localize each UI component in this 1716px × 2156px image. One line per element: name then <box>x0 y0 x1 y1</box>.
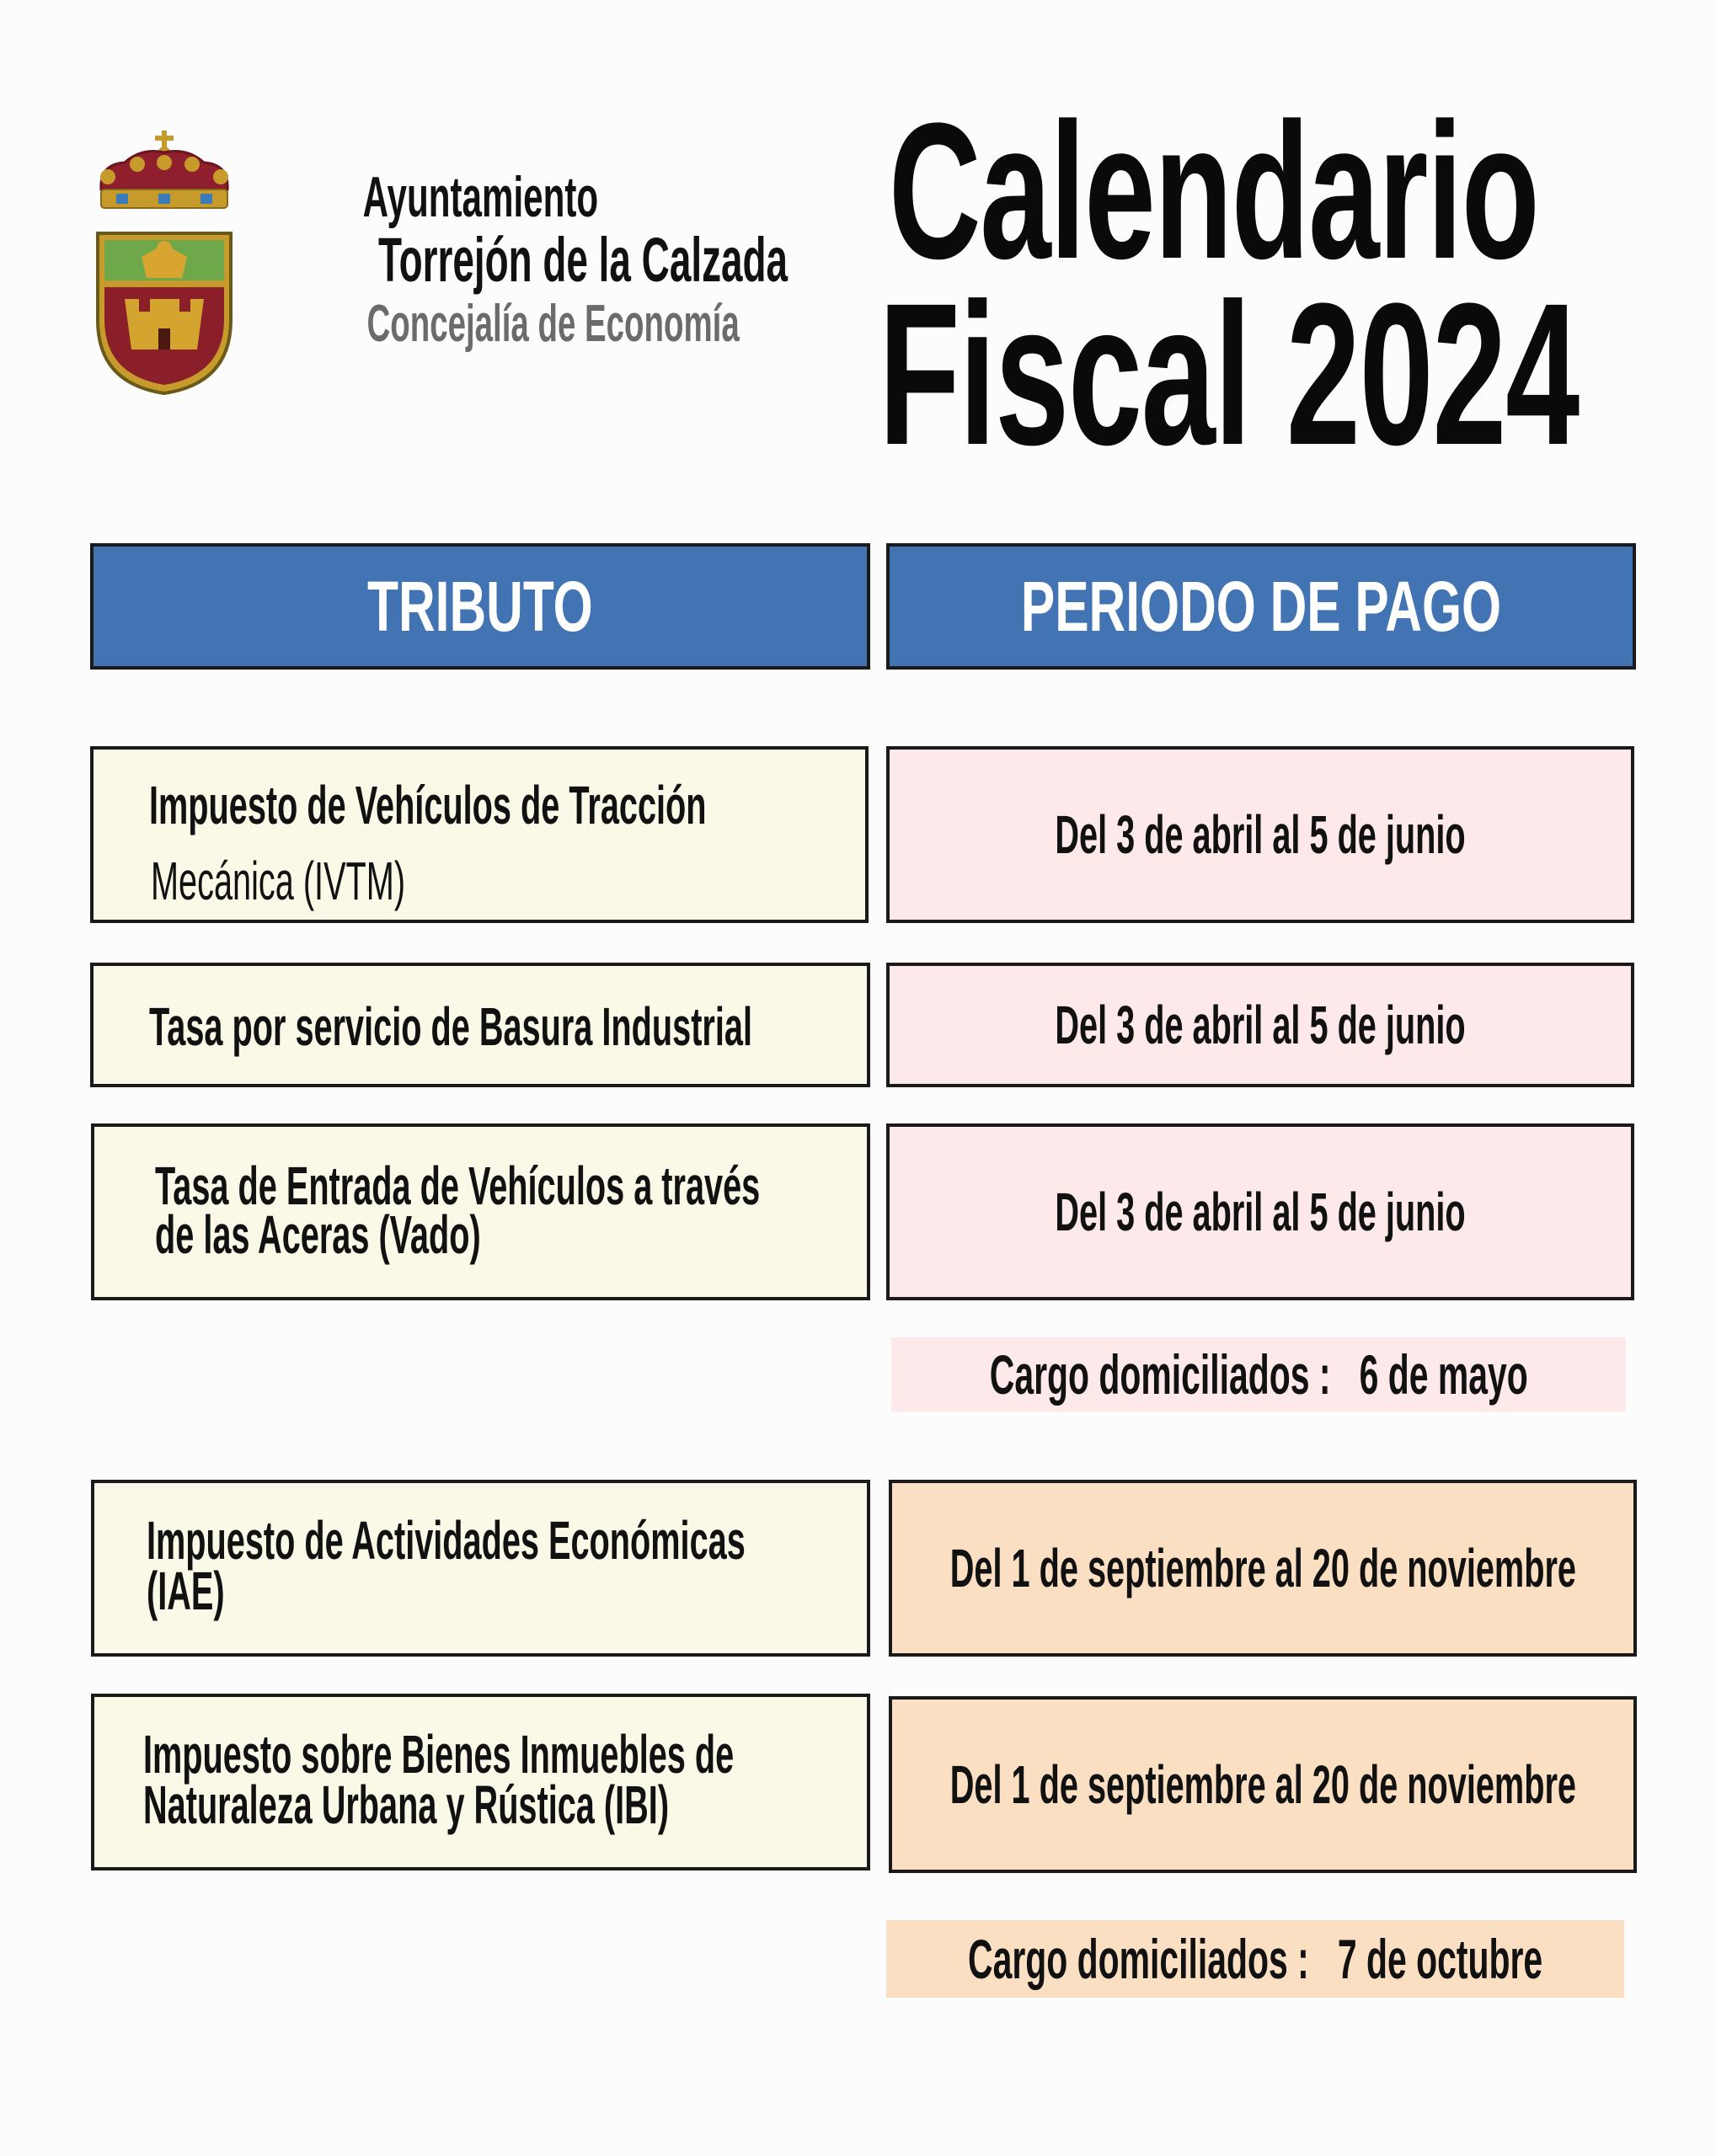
tributo-line: Tasa por servicio de Basura Industrial <box>149 996 752 1057</box>
table-row-periodo <box>889 1696 1637 1873</box>
org-department: Concejalía de Economía <box>366 295 740 353</box>
table-row-tributo <box>91 1694 870 1870</box>
column-header-tributo <box>90 543 870 670</box>
table-row-tributo <box>91 1480 870 1657</box>
column-header-tributo-label: TRIBUTO <box>367 566 593 646</box>
organization-block <box>253 165 789 353</box>
table-row-tributo <box>90 963 870 1087</box>
table-row-periodo <box>889 1480 1637 1657</box>
table-row-periodo <box>886 963 1634 1087</box>
title-line-2: Fiscal 2024 <box>879 261 1579 487</box>
direct-debit-note <box>886 1920 1624 1998</box>
direct-debit-note-text: Cargo domiciliados : 7 de octubre <box>967 1928 1543 1990</box>
tributo-line: Mecánica (IVTM) <box>151 851 406 911</box>
table-row-tributo <box>91 1123 870 1300</box>
periodo-text: Del 3 de abril al 5 de junio <box>1055 1182 1466 1242</box>
page-title <box>879 83 1647 487</box>
table-row-tributo <box>90 746 869 923</box>
tributo-line: Naturaleza Urbana y Rústica (IBI) <box>143 1774 670 1835</box>
periodo-text: Del 1 de septiembre al 20 de noviembre <box>949 1754 1576 1815</box>
municipal-crest-icon <box>91 131 238 400</box>
title-line-1: Calendario <box>889 83 1539 299</box>
tributo-line: (IAE) <box>147 1561 225 1621</box>
tributo-line: Tasa de Entrada de Vehículos a través <box>155 1155 761 1216</box>
tributo-line: Impuesto de Vehículos de Tracción <box>149 775 707 835</box>
org-name: Ayuntamiento <box>362 165 598 229</box>
tributo-line: Impuesto de Actividades Económicas <box>147 1510 746 1571</box>
periodo-text: Del 3 de abril al 5 de junio <box>1055 804 1466 865</box>
table-row-periodo <box>886 1123 1634 1300</box>
direct-debit-note-text: Cargo domiciliados : 6 de mayo <box>989 1343 1528 1406</box>
column-header-periodo-label: PERIODO DE PAGO <box>1020 566 1502 646</box>
direct-debit-note <box>891 1337 1626 1412</box>
org-town: Torrejón de la Calzada <box>377 225 789 295</box>
table-row-periodo <box>886 746 1634 923</box>
periodo-text: Del 3 de abril al 5 de junio <box>1055 995 1466 1055</box>
periodo-text: Del 1 de septiembre al 20 de noviembre <box>949 1538 1576 1598</box>
column-header-periodo <box>886 543 1636 670</box>
tributo-line: Impuesto sobre Bienes Inmuebles de <box>143 1724 735 1785</box>
tributo-line: de las Aceras (Vado) <box>155 1204 481 1265</box>
